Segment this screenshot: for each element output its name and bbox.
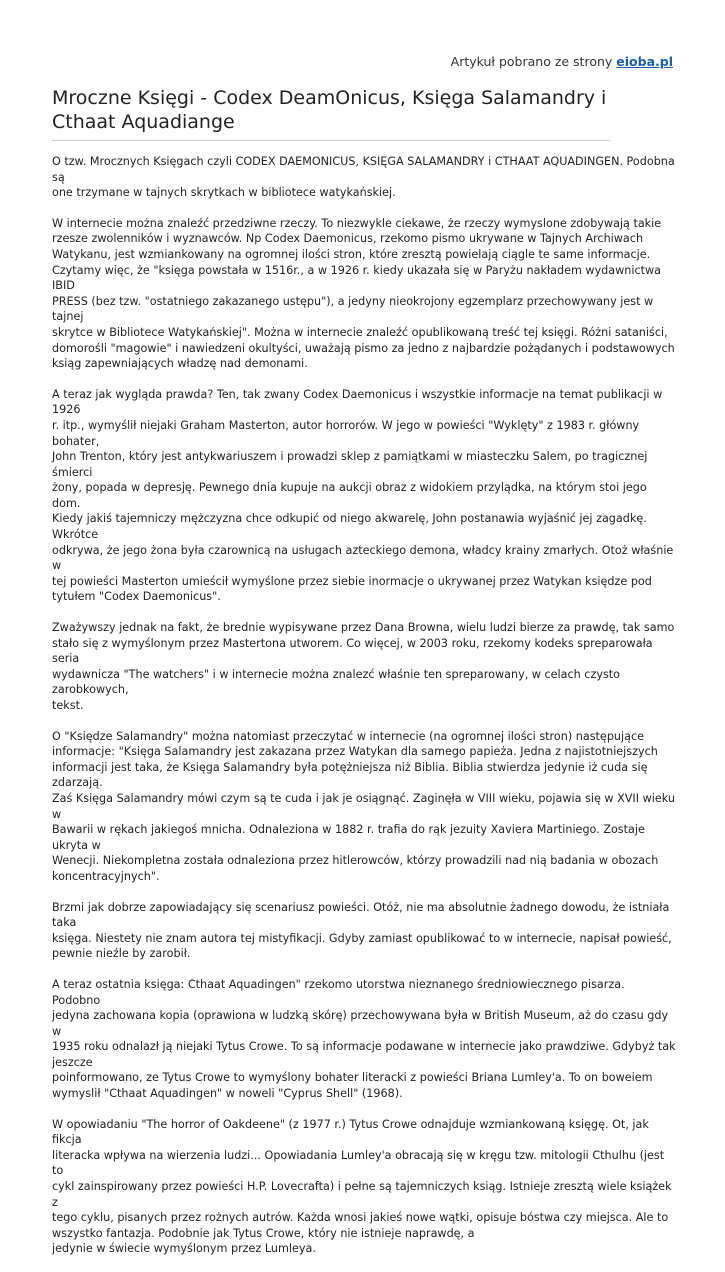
paragraph: O "Księdze Salamandry" można natomiast przeczytać w internecie (na ogromnej ilości stron) następujące informacje: "Księga Salamandry jest zakazana przez Watykan dla samego papieża. Jedna z najistotniejszych informacji jest taka, że Księga Salamandry była potężniejsza niż Biblia. Biblia stwierdza jedynie iż cuda się zdarzają. Zaś Księga Salamandry mówi czym są te cuda i jak je osiągnąć. Zaginęła w VIII wieku, pojawia się w XVII wieku w Bawarii w rękach jakiegoś mnicha. Odnaleziona w 1882 r. trafia do rąk jezuity Xaviera Martiniego. Zostaje ukryta w Wenecji. Niekompletna została odnaleziona przez hitlerowców, którzy prowadzili nad nią badania w obozach koncentracyjnych". (52, 729, 675, 883)
paragraph: A teraz ostatnia księga: Cthaat Aquadingen" rzekomo utorstwa nieznanego średniowiecznego pisarza. Podobno jedyna zachowana kopia (oprawiona w ludzką skórę) przechowywana była w British Museum, aż do czasu gdy w 1935 roku odnalazł ją niejaki Tytus Crowe. To są informacje podawane w internecie jako prawdziwe. Gdybyż tak jeszcze poinformowano, ze Tytus Crowe to wymyślony bohater literacki z powieści Briana Lumley'a. To on boweiem wymyslił "Cthaat Aquadingen" w noweli "Cyprus Shell" (1968). (52, 977, 676, 1101)
source-prefix: Artykuł pobrano ze strony (450, 54, 617, 69)
paragraph: W internecie można znaleźć przedziwne rzeczy. To niezwykle ciekawe, że rzeczy wymyslone zdobywają takie rzesze zwolenników i wyznawców. Np Codex Daemonicus, rzekomo pismo ukrywane w Tajnych Archiwach Watykanu, jest wzmiankowany na ogromnej ilości stron, które zresztą powielają ciągle te same informacje. Czytamy więc, że "księga powstała w 1516r., a w 1926 r. kiedy ukazała się w Paryżu nakładem wydawnictwa IBID PRESS (bez tzw. "ostatniego zakazanego ustępu"), a jedyny nieokrojony egzemplarz przechowywany jest w tajnej skrytce w Bibliotece Watykańskiej". Można w internecie znaleźć opublikowaną treść tej księgi. Różni sataniści, domorośli "magowie" i nawiedzeni okultyści, uważają pismo za jedno z najbardzie pożądanych i podstawowych ksiąg zapewniających władzę nad demonami. (52, 216, 675, 371)
article-body (52, 154, 676, 1272)
paragraph: Zważywszy jednak na fakt, że brednie wypisywane przez Dana Browna, wielu ludzi bierze za prawdę, tak samo stało się z wymyślonym przez Mastertona utworem. Co więcej, w 2003 roku, rzekomy kodeks spreparowała seria wydawnicza "The watchers" i w internecie można znalezć właśnie ten spreparowany, w celach czysto zarobkowych, tekst. (52, 621, 675, 712)
source-link[interactable]: eioba.pl (616, 54, 673, 69)
source-attribution (451, 54, 673, 69)
title-divider (52, 140, 610, 141)
article-title: Mroczne Księgi - Codex DeamOnicus, Księga Salamandry i Cthaat Aquadiange (52, 87, 607, 133)
paragraph: Brzmi jak dobrze zapowiadający się scenariusz powieści. Otóż, nie ma absolutnie żadnego dowodu, że istniała taka księga. Niestety nie znam autora tej mistyfikacji. Gdyby zamiast opublikować to w internecie, napisał powieść, pewnie nieźle by zarobił. (52, 900, 672, 961)
paragraph: W opowiadaniu "The horror of Oakdeene" (z 1977 r.) Tytus Crowe odnajduje wzmiankowaną księgę. Ot, jak fikcja literacka wpływa na wierzenia ludzi... Opowiadania Lumley'a obracają się w kręgu tzw. mitologii Cthulhu (jest to cykl zainspirowany przez powieści H.P. Lovecrafta) i pełne są tajemniczych ksiąg. Istnieje zresztą wiele książek z tego cyklu, pisanych przez rożnych autrów. Każda wnosi jakieś nowe wątki, opisuje bóstwa czy miejsca. Ale to wszystko fantazja. Podobnie jak Tytus Crowe, który nie istnieje naprawdę, a jedynie w świecie wymyślonym przez Lumleya. (52, 1117, 672, 1256)
paragraph: O tzw. Mrocznych Księgach czyli CODEX DAEMONICUS, KSIĘGA SALAMANDRY i CTHAAT AQUADINGEN. Podobna są one trzymane w tajnych skrytkach w bibliotece watykańskiej. (52, 155, 675, 200)
paragraph: A teraz jak wygląda prawda? Ten, tak zwany Codex Daemonicus i wszystkie informacje na temat publikacji w 1926 r. itp., wymyślił niejaki Graham Masterton, autor horrorów. W jego w powieści "Wyklęty" z 1983 r. główny bohater, John Trenton, który jest antykwariuszem i prowadzi sklep z pamiątkami w miasteczku Salem, po tragicznej śmierci żony, popada w depresję. Pewnego dnia kupuje na aukcji obraz z widokiem przylądka, na którym stoi jego dom. Kiedy jakiś tajemniczy mężczyzna chce odkupić od niego akwarelę, John postanawia wyjaśnić jej zagadkę. Wkrótce odkrywa, że jego żona była czarownicą na usługach azteckiego demona, władcy krainy zmarłych. Otoż właśnie w tej powieści Masterton umieścił wymyślone przez siebie inormacje o ukrywanej przez Watykan księdze pod tytułem "Codex Daemonicus". (52, 387, 674, 604)
